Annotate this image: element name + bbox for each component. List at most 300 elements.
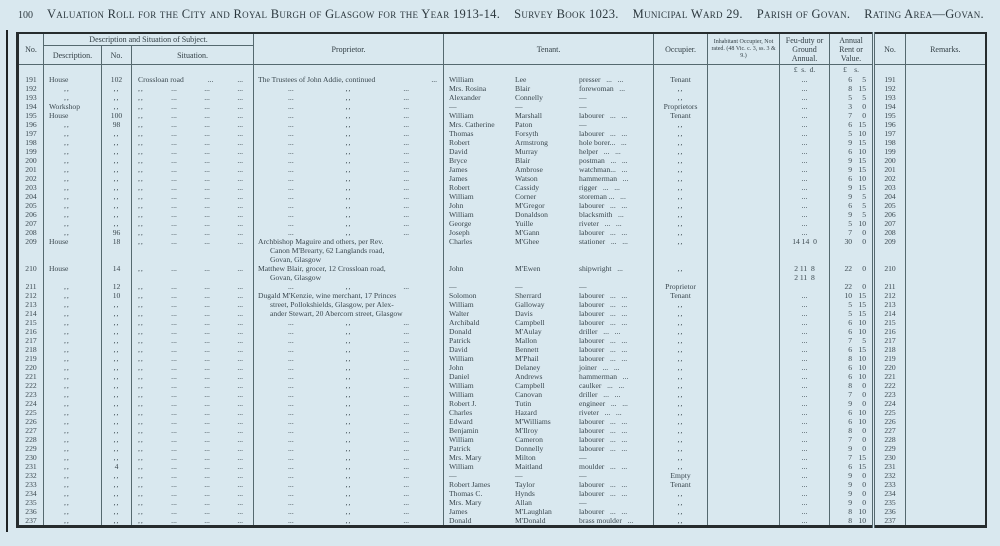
cell-occupier: ,, xyxy=(654,408,708,417)
cell-feu-duty: ... xyxy=(780,498,830,507)
cell-description: ,, xyxy=(44,318,102,327)
cell-annual-rent: 9 0 xyxy=(830,399,874,408)
cell-blank xyxy=(18,65,44,76)
cell-entry-no-right: 205 xyxy=(874,201,906,210)
cell-tenant: John M'Gregor labourer ... ... xyxy=(444,201,654,210)
cell-situation: ,, ... ... ... xyxy=(132,237,254,264)
cell-tenant: Patrick Mallon labourer ... ... xyxy=(444,336,654,345)
cell-annual-rent: 5 15 xyxy=(830,300,874,309)
cell-entry-no-right: 234 xyxy=(874,489,906,498)
roll-row xyxy=(18,183,986,192)
cell-remarks xyxy=(906,318,986,327)
cell-remarks xyxy=(906,237,986,264)
valuation-roll-table xyxy=(16,32,987,528)
roll-row xyxy=(18,111,986,120)
roll-row xyxy=(18,417,986,426)
cell-remarks xyxy=(906,291,986,300)
cell-description: ,, xyxy=(44,93,102,102)
cell-entry-no-right: 193 xyxy=(874,93,906,102)
cell-entry-no-right: 216 xyxy=(874,327,906,336)
cell-annual-rent: 22 0 xyxy=(830,282,874,291)
cell-entry-no-right: 212 xyxy=(874,291,906,300)
cell-description: ,, xyxy=(44,381,102,390)
cell-annual-rent: 5 10 xyxy=(830,129,874,138)
cell-inhabitant-occupier xyxy=(708,363,780,372)
cell-proprietor: ... ,, ... xyxy=(254,480,444,489)
cell-proprietor: ... ,, ... xyxy=(254,336,444,345)
cell-situation: ,, ... ... ... xyxy=(132,102,254,111)
cell-occupier: ,, xyxy=(654,345,708,354)
cell-proprietor: Matthew Blair, grocer, 12 Crossloan road, Govan, Glasgow xyxy=(254,264,444,282)
cell-situation: ,, ... ... ... xyxy=(132,183,254,192)
cell-feu-duty: ... xyxy=(780,480,830,489)
cell-description: ,, xyxy=(44,129,102,138)
cell-situation: ,, ... ... ... xyxy=(132,345,254,354)
cell-remarks xyxy=(906,354,986,363)
cell-tenant: William Cameron labourer ... ... xyxy=(444,435,654,444)
cell-feu-duty: ... xyxy=(780,354,830,363)
cell-entry-no-right: 213 xyxy=(874,300,906,309)
cell-feu-duty: 14 14 0 xyxy=(780,237,830,264)
cell-remarks xyxy=(906,498,986,507)
cell-entry-no: 211 xyxy=(18,282,44,291)
cell-entry-no-right: 227 xyxy=(874,426,906,435)
cell-annual-rent: 8 10 xyxy=(830,516,874,527)
cell-description: ,, xyxy=(44,480,102,489)
cell-proprietor: ... ,, ... xyxy=(254,372,444,381)
cell-tenant: William Maitland moulder ... ... xyxy=(444,462,654,471)
table-header xyxy=(18,33,986,65)
cell-remarks xyxy=(906,84,986,93)
cell-inhabitant-occupier xyxy=(708,165,780,174)
cell-tenant: William M'Phail labourer ... ... xyxy=(444,354,654,363)
cell-inhabitant-occupier xyxy=(708,516,780,527)
cell-feu-duty: ... xyxy=(780,309,830,318)
roll-row xyxy=(18,426,986,435)
cell-occupier: ,, xyxy=(654,201,708,210)
cell-feu-duty: ... xyxy=(780,399,830,408)
cell-situation: ,, ... ... ... xyxy=(132,111,254,120)
cell-occupier: ,, xyxy=(654,399,708,408)
cell-occupier: ,, xyxy=(654,516,708,527)
cell-tenant: William Campbell caulker ... ... xyxy=(444,381,654,390)
cell-description: House xyxy=(44,75,102,84)
cell-feu-duty: ... xyxy=(780,444,830,453)
cell-occupier: ,, xyxy=(654,147,708,156)
cell-inhabitant-occupier xyxy=(708,84,780,93)
cell-proprietor: ... ,, ... xyxy=(254,363,444,372)
cell-occupier: ,, xyxy=(654,489,708,498)
cell-feu-duty: ... xyxy=(780,336,830,345)
cell-house-no: ,, xyxy=(102,372,132,381)
roll-row xyxy=(18,174,986,183)
cell-occupier: ,, xyxy=(654,453,708,462)
cell-tenant: Bryce Blair postman ... ... xyxy=(444,156,654,165)
cell-entry-no-right: 228 xyxy=(874,435,906,444)
cell-annual-rent: 9 5 xyxy=(830,210,874,219)
cell-situation: ,, ... ... ... xyxy=(132,147,254,156)
cell-annual-rent: 8 0 xyxy=(830,381,874,390)
cell-inhabitant-occupier xyxy=(708,147,780,156)
roll-row xyxy=(18,399,986,408)
cell-proprietor: ... ,, ... xyxy=(254,516,444,527)
cell-annual-rent: 9 0 xyxy=(830,471,874,480)
cell-blank xyxy=(906,65,986,76)
cell-entry-no: 220 xyxy=(18,363,44,372)
cell-proprietor: ... ,, ... xyxy=(254,84,444,93)
cell-remarks xyxy=(906,210,986,219)
cell-occupier: ,, xyxy=(654,84,708,93)
scan-gutter-line xyxy=(6,30,8,532)
roll-row xyxy=(18,516,986,527)
header-tenant: Tenant. xyxy=(444,33,654,65)
cell-entry-no: 227 xyxy=(18,426,44,435)
cell-tenant: Donald M'Donald brass moulder ... xyxy=(444,516,654,527)
cell-feu-duty: ... xyxy=(780,471,830,480)
cell-remarks xyxy=(906,183,986,192)
cell-tenant: Archibald Campbell labourer ... ... xyxy=(444,318,654,327)
cell-entry-no: 193 xyxy=(18,93,44,102)
cell-annual-rent: 6 10 xyxy=(830,363,874,372)
cell-entry-no: 195 xyxy=(18,111,44,120)
cell-tenant: David Bennett labourer ... ... xyxy=(444,345,654,354)
cell-occupier: ,, xyxy=(654,507,708,516)
cell-occupier: ,, xyxy=(654,498,708,507)
municipal-ward: Municipal Ward 29. xyxy=(632,7,743,21)
header-annual-rent: Annual Rent or Value. xyxy=(830,33,874,65)
cell-annual-rent: 6 10 xyxy=(830,417,874,426)
cell-entry-no-right: 197 xyxy=(874,129,906,138)
cell-inhabitant-occupier xyxy=(708,417,780,426)
roll-row xyxy=(18,444,986,453)
roll-row xyxy=(18,471,986,480)
cell-annual-rent: 9 15 xyxy=(830,183,874,192)
cell-house-no: ,, xyxy=(102,183,132,192)
cell-tenant: Robert J. Tutin engineer ... ... xyxy=(444,399,654,408)
cell-house-no: ,, xyxy=(102,129,132,138)
cell-description: ,, xyxy=(44,309,102,318)
cell-description: ,, xyxy=(44,174,102,183)
cell-feu-duty: ... xyxy=(780,111,830,120)
cell-occupier: ,, xyxy=(654,300,708,309)
cell-remarks xyxy=(906,327,986,336)
cell-description: ,, xyxy=(44,183,102,192)
header-house-no: No. xyxy=(102,46,132,65)
cell-remarks xyxy=(906,372,986,381)
cell-situation: ,, ... ... ... xyxy=(132,300,254,309)
cell-proprietor: ... ,, ... xyxy=(254,390,444,399)
cell-inhabitant-occupier xyxy=(708,507,780,516)
cell-house-no: ,, xyxy=(102,390,132,399)
cell-inhabitant-occupier xyxy=(708,354,780,363)
cell-tenant: Charles M'Ghee stationer ... ... xyxy=(444,237,654,264)
cell-annual-rent: 22 0 xyxy=(830,264,874,282)
roll-row xyxy=(18,390,986,399)
cell-entry-no: 209 xyxy=(18,237,44,264)
cell-house-no: ,, xyxy=(102,507,132,516)
cell-tenant: Daniel Andrews hammerman ... xyxy=(444,372,654,381)
cell-house-no: ,, xyxy=(102,219,132,228)
cell-proprietor: ... ,, ... xyxy=(254,111,444,120)
cell-house-no: ,, xyxy=(102,156,132,165)
cell-occupier: ,, xyxy=(654,462,708,471)
roll-row xyxy=(18,318,986,327)
cell-remarks xyxy=(906,507,986,516)
cell-situation: ,, ... ... ... xyxy=(132,390,254,399)
cell-proprietor: ... ,, ... xyxy=(254,399,444,408)
cell-feu-duty: ... xyxy=(780,516,830,527)
cell-house-no: ,, xyxy=(102,327,132,336)
cell-proprietor: ... ,, ... xyxy=(254,471,444,480)
cell-occupier: ,, xyxy=(654,156,708,165)
cell-situation: ,, ... ... ... xyxy=(132,417,254,426)
cell-situation: ,, ... ... ... xyxy=(132,453,254,462)
cell-situation: ,, ... ... ... xyxy=(132,219,254,228)
cell-feu-duty: ... xyxy=(780,507,830,516)
cell-occupier: ,, xyxy=(654,309,708,318)
cell-house-no: 96 xyxy=(102,228,132,237)
cell-remarks xyxy=(906,156,986,165)
cell-house-no: 98 xyxy=(102,120,132,129)
cell-entry-no: 214 xyxy=(18,309,44,318)
cell-situation: ,, ... ... ... xyxy=(132,210,254,219)
roll-row xyxy=(18,435,986,444)
roll-row xyxy=(18,507,986,516)
cell-tenant: John M'Ewen shipwright ... xyxy=(444,264,654,282)
cell-description: ,, xyxy=(44,399,102,408)
cell-entry-no-right: 207 xyxy=(874,219,906,228)
cell-blank xyxy=(254,65,444,76)
cell-annual-rent: 9 0 xyxy=(830,489,874,498)
cell-remarks xyxy=(906,282,986,291)
cell-occupier: ,, xyxy=(654,165,708,174)
cell-description: ,, xyxy=(44,408,102,417)
cell-entry-no: 206 xyxy=(18,210,44,219)
currency-row xyxy=(18,65,986,76)
cell-inhabitant-occupier xyxy=(708,291,780,300)
cell-description: ,, xyxy=(44,345,102,354)
roll-row xyxy=(18,129,986,138)
cell-description: ,, xyxy=(44,138,102,147)
cell-remarks xyxy=(906,345,986,354)
cell-proprietor: Archbishop Maguire and others, per Rev. Canon M'Brearty, 62 Langlands road, Govan, Glasgow xyxy=(254,237,444,264)
cell-house-no: 10 xyxy=(102,291,132,300)
cell-entry-no: 215 xyxy=(18,318,44,327)
cell-annual-rent: 9 15 xyxy=(830,156,874,165)
parish: Parish of Govan. xyxy=(756,7,851,21)
cell-blank xyxy=(444,65,654,76)
cell-tenant: William Marshall labourer ... ... xyxy=(444,111,654,120)
cell-occupier: Proprietor xyxy=(654,282,708,291)
cell-situation: ,, ... ... ... xyxy=(132,399,254,408)
cell-remarks xyxy=(906,408,986,417)
cell-remarks xyxy=(906,165,986,174)
cell-description: ,, xyxy=(44,462,102,471)
cell-proprietor: ... ,, ... xyxy=(254,417,444,426)
cell-proprietor: ... ,, ... xyxy=(254,228,444,237)
cell-inhabitant-occupier xyxy=(708,444,780,453)
cell-situation: ,, ... ... ... xyxy=(132,264,254,282)
cell-annual-rent: 6 5 xyxy=(830,201,874,210)
cell-entry-no-right: 231 xyxy=(874,462,906,471)
cell-proprietor: ... ,, ... xyxy=(254,381,444,390)
rent-currency-label: £ s. xyxy=(830,65,874,76)
cell-tenant: Charles Hazard riveter ... ... xyxy=(444,408,654,417)
cell-occupier: ,, xyxy=(654,336,708,345)
roll-row xyxy=(18,228,986,237)
cell-feu-duty: ... xyxy=(780,228,830,237)
cell-description: ,, xyxy=(44,84,102,93)
cell-tenant: David Murray helper ... ... xyxy=(444,147,654,156)
cell-remarks xyxy=(906,426,986,435)
cell-house-no: ,, xyxy=(102,480,132,489)
cell-entry-no: 222 xyxy=(18,381,44,390)
cell-annual-rent: 8 10 xyxy=(830,507,874,516)
cell-inhabitant-occupier xyxy=(708,372,780,381)
cell-house-no: ,, xyxy=(102,354,132,363)
cell-situation: ,, ... ... ... xyxy=(132,228,254,237)
cell-proprietor: ... ,, ... xyxy=(254,408,444,417)
cell-remarks xyxy=(906,138,986,147)
cell-feu-duty: ... xyxy=(780,417,830,426)
cell-proprietor: ... ,, ... xyxy=(254,219,444,228)
header-occupier: Occupier. xyxy=(654,33,708,65)
cell-inhabitant-occupier xyxy=(708,498,780,507)
cell-tenant: Mrs. Mary Allan — xyxy=(444,498,654,507)
cell-entry-no-right: 221 xyxy=(874,372,906,381)
cell-house-no: ,, xyxy=(102,210,132,219)
header-proprietor: Proprietor. xyxy=(254,33,444,65)
cell-entry-no-right: 214 xyxy=(874,309,906,318)
cell-entry-no-right: 235 xyxy=(874,498,906,507)
cell-description: ,, xyxy=(44,489,102,498)
cell-remarks xyxy=(906,480,986,489)
cell-annual-rent: 6 15 xyxy=(830,462,874,471)
cell-inhabitant-occupier xyxy=(708,345,780,354)
cell-situation: Crossloan road ... ... xyxy=(132,75,254,84)
cell-description: ,, xyxy=(44,192,102,201)
cell-annual-rent: 9 5 xyxy=(830,192,874,201)
cell-annual-rent: 9 0 xyxy=(830,480,874,489)
cell-house-no: ,, xyxy=(102,147,132,156)
cell-inhabitant-occupier xyxy=(708,111,780,120)
cell-feu-duty: ... xyxy=(780,75,830,84)
roll-row xyxy=(18,408,986,417)
cell-entry-no-right: 225 xyxy=(874,408,906,417)
cell-entry-no-right: 200 xyxy=(874,156,906,165)
cell-situation: ,, ... ... ... xyxy=(132,462,254,471)
cell-occupier: ,, xyxy=(654,327,708,336)
cell-proprietor: ... ,, ... xyxy=(254,147,444,156)
cell-inhabitant-occupier xyxy=(708,381,780,390)
roll-row xyxy=(18,237,986,264)
cell-description: ,, xyxy=(44,453,102,462)
cell-entry-no: 236 xyxy=(18,507,44,516)
cell-annual-rent: 9 15 xyxy=(830,165,874,174)
cell-remarks xyxy=(906,120,986,129)
cell-description: ,, xyxy=(44,390,102,399)
roll-row xyxy=(18,156,986,165)
cell-inhabitant-occupier xyxy=(708,102,780,111)
cell-description: ,, xyxy=(44,327,102,336)
cell-tenant: James Ambrose watchman... ... xyxy=(444,165,654,174)
cell-tenant: Mrs. Mary Milton — xyxy=(444,453,654,462)
cell-inhabitant-occupier xyxy=(708,426,780,435)
cell-feu-duty: ... xyxy=(780,327,830,336)
cell-entry-no-right: 236 xyxy=(874,507,906,516)
cell-entry-no: 232 xyxy=(18,471,44,480)
cell-tenant: Robert James Taylor labourer ... ... xyxy=(444,480,654,489)
cell-situation: ,, ... ... ... xyxy=(132,471,254,480)
cell-proprietor: ... ,, ... xyxy=(254,453,444,462)
cell-feu-duty: ... xyxy=(780,318,830,327)
cell-entry-no-right: 196 xyxy=(874,120,906,129)
cell-situation: ,, ... ... ... xyxy=(132,444,254,453)
cell-tenant: Patrick Donnelly labourer ... ... xyxy=(444,444,654,453)
cell-situation: ,, ... ... ... xyxy=(132,174,254,183)
cell-proprietor: ... ,, ... xyxy=(254,354,444,363)
header-inhabitant-occupier: Inhabitant Occupier, Not rated. (48 Vic. c. 3, ss. 3 & 9.) xyxy=(708,33,780,65)
cell-situation: ,, ... ... ... xyxy=(132,381,254,390)
cell-occupier: ,, xyxy=(654,93,708,102)
cell-house-no: ,, xyxy=(102,345,132,354)
cell-entry-no-right: 195 xyxy=(874,111,906,120)
cell-remarks xyxy=(906,444,986,453)
roll-row xyxy=(18,93,986,102)
cell-occupier: ,, xyxy=(654,120,708,129)
cell-blank xyxy=(44,65,102,76)
cell-proprietor: ... ,, ... xyxy=(254,282,444,291)
cell-tenant: Alexander Connelly — xyxy=(444,93,654,102)
cell-feu-duty: ... xyxy=(780,291,830,300)
cell-house-no: 14 xyxy=(102,264,132,282)
cell-inhabitant-occupier xyxy=(708,390,780,399)
cell-tenant: George Yuille riveter ... ... xyxy=(444,219,654,228)
page-number: 100 xyxy=(18,10,33,21)
cell-remarks xyxy=(906,192,986,201)
roll-row xyxy=(18,291,986,300)
cell-description: ,, xyxy=(44,417,102,426)
cell-blank xyxy=(132,65,254,76)
cell-situation: ,, ... ... ... xyxy=(132,309,254,318)
cell-annual-rent: 5 10 xyxy=(830,219,874,228)
cell-entry-no: 229 xyxy=(18,444,44,453)
cell-entry-no: 196 xyxy=(18,120,44,129)
cell-remarks xyxy=(906,453,986,462)
cell-inhabitant-occupier xyxy=(708,192,780,201)
cell-inhabitant-occupier xyxy=(708,129,780,138)
cell-house-no: ,, xyxy=(102,174,132,183)
cell-entry-no-right: 204 xyxy=(874,192,906,201)
cell-feu-duty: ... xyxy=(780,84,830,93)
cell-feu-duty: ... xyxy=(780,138,830,147)
cell-house-no: ,, xyxy=(102,192,132,201)
cell-feu-duty: ... xyxy=(780,390,830,399)
roll-row xyxy=(18,264,986,282)
cell-annual-rent: 10 15 xyxy=(830,291,874,300)
cell-entry-no: 234 xyxy=(18,489,44,498)
cell-inhabitant-occupier xyxy=(708,318,780,327)
cell-entry-no-right: 232 xyxy=(874,471,906,480)
cell-tenant: William Canovan driller ... ... xyxy=(444,390,654,399)
cell-entry-no-right: 201 xyxy=(874,165,906,174)
cell-house-no: ,, xyxy=(102,444,132,453)
cell-tenant: Solomon Sherrard labourer ... ... xyxy=(444,291,654,300)
cell-proprietor: ... ,, ... xyxy=(254,120,444,129)
cell-entry-no-right: 211 xyxy=(874,282,906,291)
cell-entry-no: 223 xyxy=(18,390,44,399)
cell-occupier: Tenant xyxy=(654,111,708,120)
